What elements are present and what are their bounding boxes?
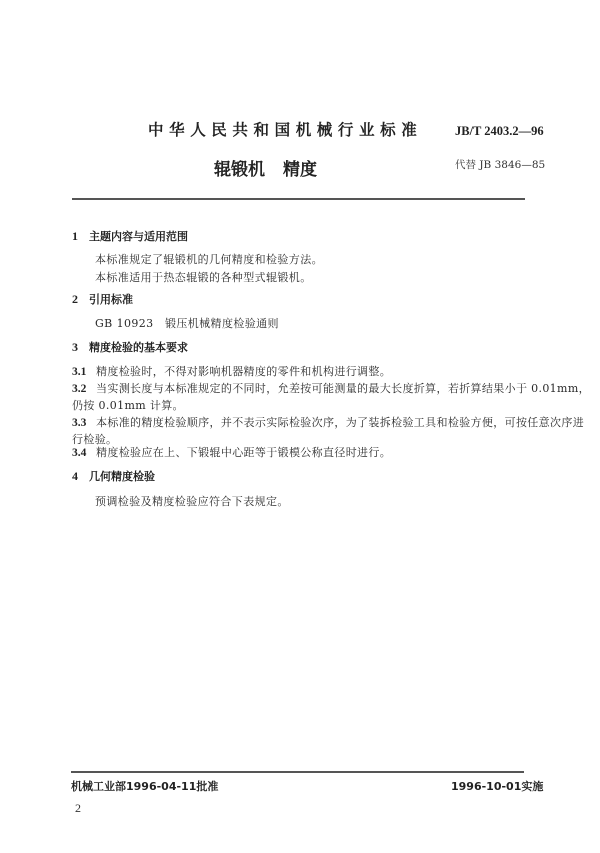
subsection-3-3-continued: 行检验。 xyxy=(72,433,118,446)
document-title-main: 辊锻机 xyxy=(214,160,265,180)
subsection-3-4 xyxy=(72,444,391,460)
standard-number: JB/T 2403.2—96 xyxy=(455,124,544,138)
subsection-text: 当实测长度与本标准规定的不同时，允差按可能测量的最大长度折算，若折算结果小于 0.01mm， xyxy=(96,382,590,395)
section-title: 几何精度检验 xyxy=(89,470,155,483)
section-number: 2 xyxy=(72,292,78,306)
approval-date: 机械工业部1996-04-11批准 xyxy=(71,780,219,793)
subsection-3-1 xyxy=(72,363,391,379)
subsection-number: 3.3 xyxy=(72,417,87,429)
implementation-date: 1996-10-01实施 xyxy=(451,780,544,793)
document-title xyxy=(214,155,317,180)
standard-category-title: 中华人民共和国机械行业标准 xyxy=(148,121,423,139)
subsection-3-2 xyxy=(72,380,590,396)
subsection-number: 3.4 xyxy=(72,447,87,459)
section-number: 1 xyxy=(72,229,78,243)
subsection-text: 精度检验应在上、下锻辊中心距等于锻模公称直径时进行。 xyxy=(96,446,392,459)
section-1-paragraph-2: 本标准适用于热态辊锻的各种型式辊锻机。 xyxy=(95,271,312,284)
section-title: 主题内容与适用范围 xyxy=(89,230,188,243)
section-4-paragraph: 预调检验及精度检验应符合下表规定。 xyxy=(95,495,289,508)
replaces-standard: 代替 JB 3846—85 xyxy=(455,159,546,171)
subsection-number: 3.2 xyxy=(72,383,87,395)
section-title: 精度检验的基本要求 xyxy=(89,341,188,354)
footer-divider xyxy=(71,771,524,773)
section-2-heading xyxy=(72,291,133,307)
document-title-sub: 精度 xyxy=(283,160,317,180)
subsection-text: 本标准的精度检验顺序，并不表示实际检验次序，为了装拆检验工具和检验方便，可按任意次序进 xyxy=(96,416,585,429)
section-1-heading xyxy=(72,228,188,244)
page-number: 2 xyxy=(75,801,81,815)
section-number: 4 xyxy=(72,469,78,483)
subsection-text: 精度检验时，不得对影响机器精度的零件和机构进行调整。 xyxy=(96,365,392,378)
section-number: 3 xyxy=(72,340,78,354)
referenced-standard: GB 10923 锻压机械精度检验通则 xyxy=(95,317,279,330)
section-4-heading xyxy=(72,468,155,484)
section-title: 引用标准 xyxy=(89,293,133,306)
subsection-3-2-continued: 仍按 0.01mm 计算。 xyxy=(72,399,184,412)
header-divider xyxy=(72,198,525,200)
subsection-3-3 xyxy=(72,414,584,430)
subsection-number: 3.1 xyxy=(72,366,87,378)
section-1-paragraph-1: 本标准规定了辊锻机的几何精度和检验方法。 xyxy=(95,253,323,266)
section-3-heading xyxy=(72,339,188,355)
